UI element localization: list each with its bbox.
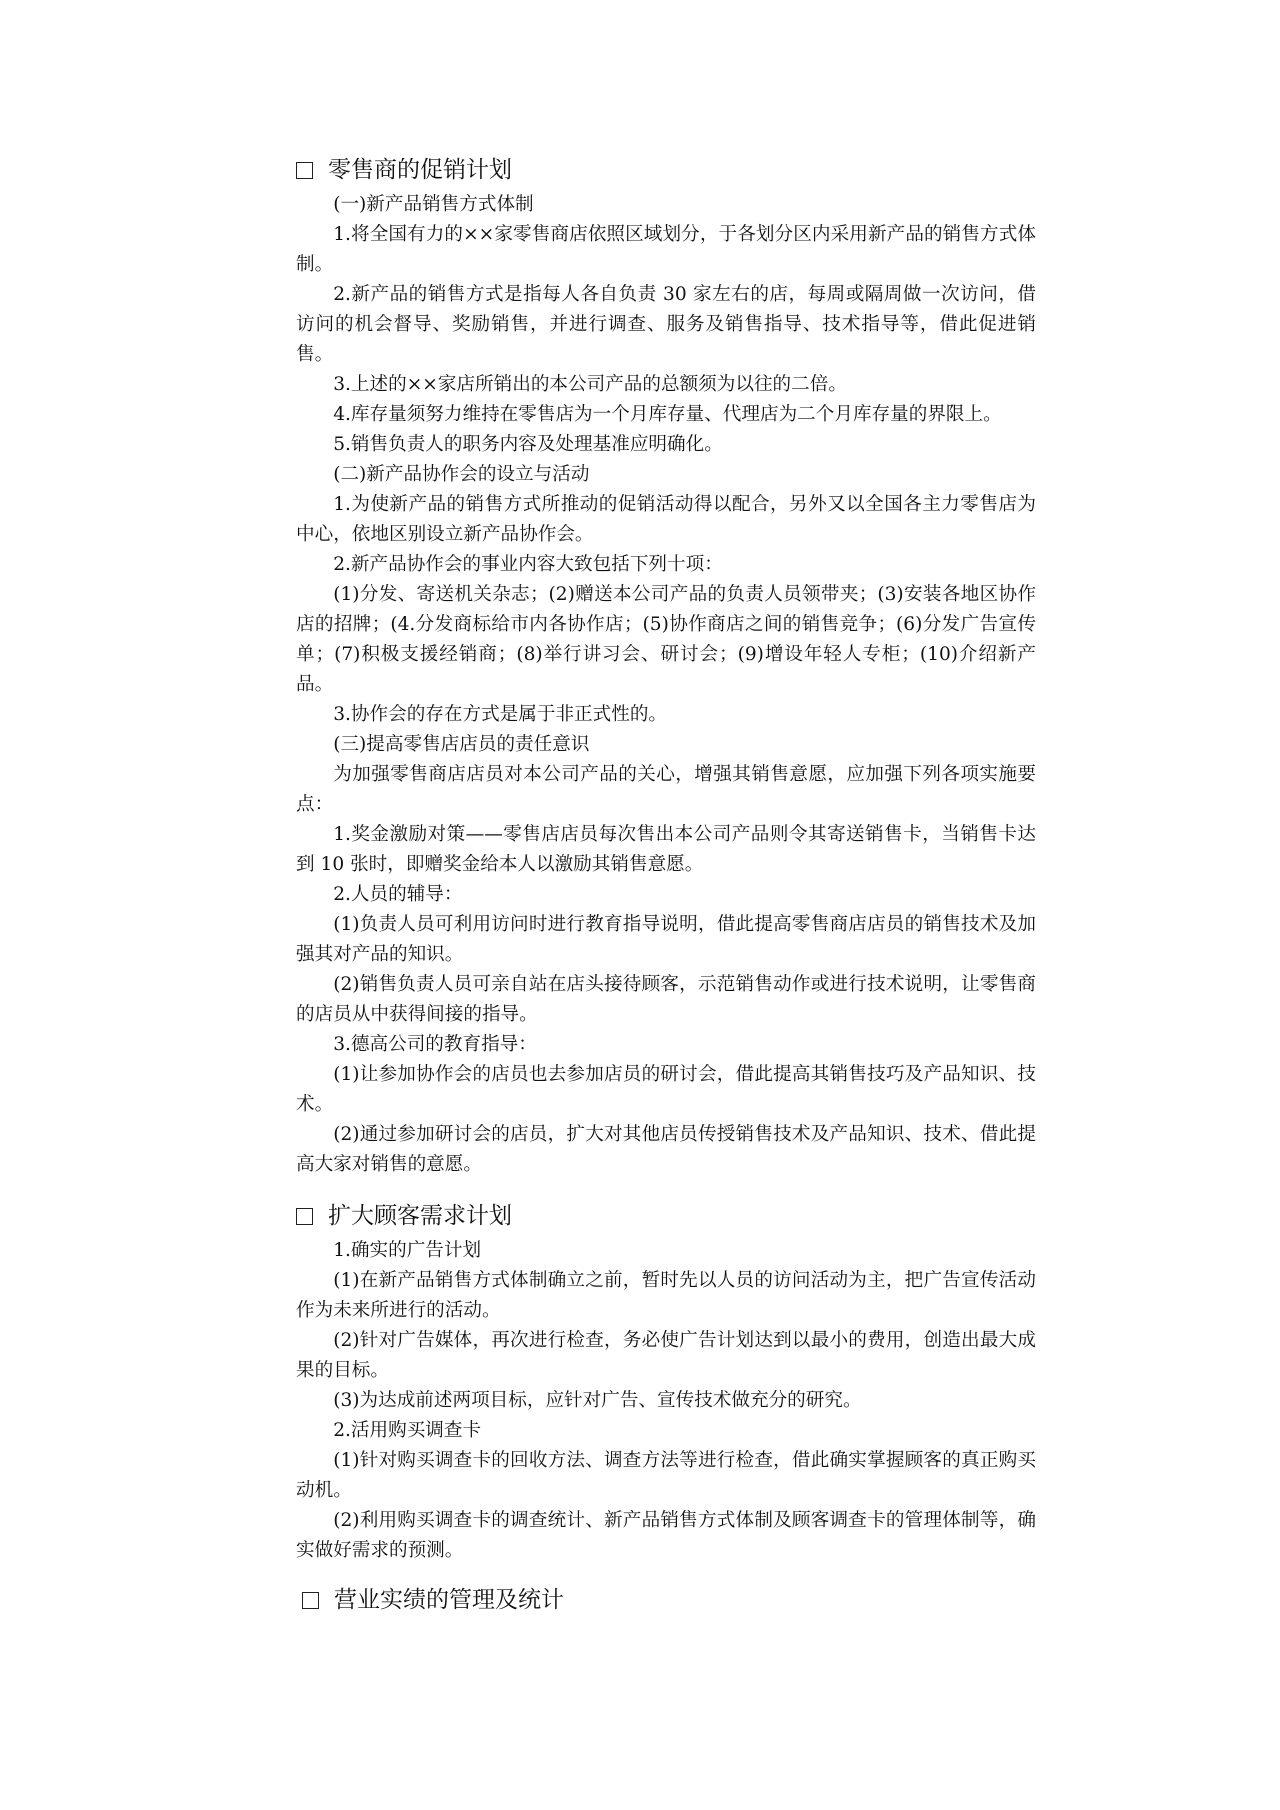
paragraph: (2)销售负责人员可亲自站在店头接待顾客，示范销售动作或进行技术说明，让零售商的店员从中获得间接的指导。	[296, 974, 1036, 1025]
paragraph: 5.销售负责人的职务内容及处理基准应明确化。	[333, 434, 723, 455]
paragraph: (三)提高零售店店员的责任意识	[333, 734, 590, 755]
section-title: 扩大顾客需求计划	[328, 1203, 512, 1229]
document-page	[296, 150, 1036, 1620]
paragraph: 1.将全国有力的××家零售商店依照区域划分，于各划分区内采用新产品的销售方式体制。	[296, 224, 1036, 275]
paragraph: (一)新产品销售方式体制	[333, 194, 534, 215]
section-expand-demand	[296, 1196, 1036, 1566]
paragraph: (1)负责人员可利用访问时进行教育指导说明，借此提高零售商店店员的销售技术及加强其对产品的知识。	[296, 914, 1036, 965]
paragraph: 2.活用购买调查卡	[333, 1420, 482, 1441]
paragraph: 2.新产品的销售方式是指每人各自负责 30 家左右的店，每周或隔周做一次访问，借访问的机会督导、奖励销售，并进行调查、服务及销售指导、技术指导等，借此促进销售。	[296, 284, 1036, 365]
paragraph: 1.确实的广告计划	[333, 1240, 482, 1261]
paragraph: 3.德高公司的教育指导：	[333, 1034, 537, 1055]
paragraph: (2)针对广告媒体，再次进行检查，务必使广告计划达到以最小的费用，创造出最大成果的目标。	[296, 1330, 1036, 1381]
checkbox-square-icon	[296, 162, 313, 179]
section-heading	[296, 1196, 1036, 1236]
paragraph: (3)为达成前述两项目标，应针对广告、宣传技术做充分的研究。	[333, 1390, 862, 1411]
paragraph: 2.新产品协作会的事业内容大致包括下列十项：	[333, 554, 723, 575]
checkbox-square-icon	[296, 1208, 313, 1225]
paragraph: 1.为使新产品的销售方式所推动的促销活动得以配合，另外又以全国各主力零售店为中心，依地区别设立新产品协作会。	[296, 494, 1036, 545]
paragraph: 3.协作会的存在方式是属于非正式性的。	[333, 704, 668, 725]
paragraph: 1.奖金激励对策——零售店店员每次售出本公司产品则令其寄送销售卡，当销售卡达到 10 张时，即赠奖金给本人以激励其销售意愿。	[296, 824, 1036, 875]
paragraph: (1)让参加协作会的店员也去参加店员的研讨会，借此提高其销售技巧及产品知识、技术。	[296, 1064, 1036, 1115]
section-title: 营业实绩的管理及统计	[334, 1587, 564, 1613]
paragraph: 为加强零售商店店员对本公司产品的关心，增强其销售意愿，应加强下列各项实施要点：	[296, 764, 1036, 815]
section-heading	[296, 1580, 1036, 1620]
paragraph: (2)利用购买调查卡的调查统计、新产品销售方式体制及顾客调查卡的管理体制等，确实做好需求的预测。	[296, 1510, 1036, 1561]
section-retailer-promotion	[296, 150, 1036, 1180]
paragraph: 4.库存量须努力维持在零售店为一个月库存量、代理店为二个月库存量的界限上。	[333, 404, 1002, 425]
paragraph: (1)在新产品销售方式体制确立之前，暂时先以人员的访问活动为主，把广告宣传活动作为未来所进行的活动。	[296, 1270, 1036, 1321]
section-sales-performance	[296, 1580, 1036, 1620]
section-title: 零售商的促销计划	[328, 157, 512, 183]
paragraph: 3.上述的××家店所销出的本公司产品的总额须为以往的二倍。	[333, 374, 847, 395]
section-heading	[296, 150, 1036, 190]
paragraph: (1)针对购买调查卡的回收方法、调查方法等进行检查，借此确实掌握顾客的真正购买动机。	[296, 1450, 1036, 1501]
paragraph: 2.人员的辅导：	[333, 884, 463, 905]
paragraph: (1)分发、寄送机关杂志；(2)赠送本公司产品的负责人员领带夹；(3)安装各地区协作店的招牌；(4.分发商标给市内各协作店；(5)协作商店之间的销售竞争；(6)分发广告宣传单；(7)积极支援经销商；(8)举行讲习会、研讨会；(9)增设年轻人专柜；(10)介绍新产品。	[296, 584, 1036, 695]
checkbox-square-icon	[302, 1592, 319, 1609]
paragraph: (2)通过参加研讨会的店员，扩大对其他店员传授销售技术及产品知识、技术、借此提高大家对销售的意愿。	[296, 1124, 1036, 1175]
paragraph: (二)新产品协作会的设立与活动	[333, 464, 590, 485]
